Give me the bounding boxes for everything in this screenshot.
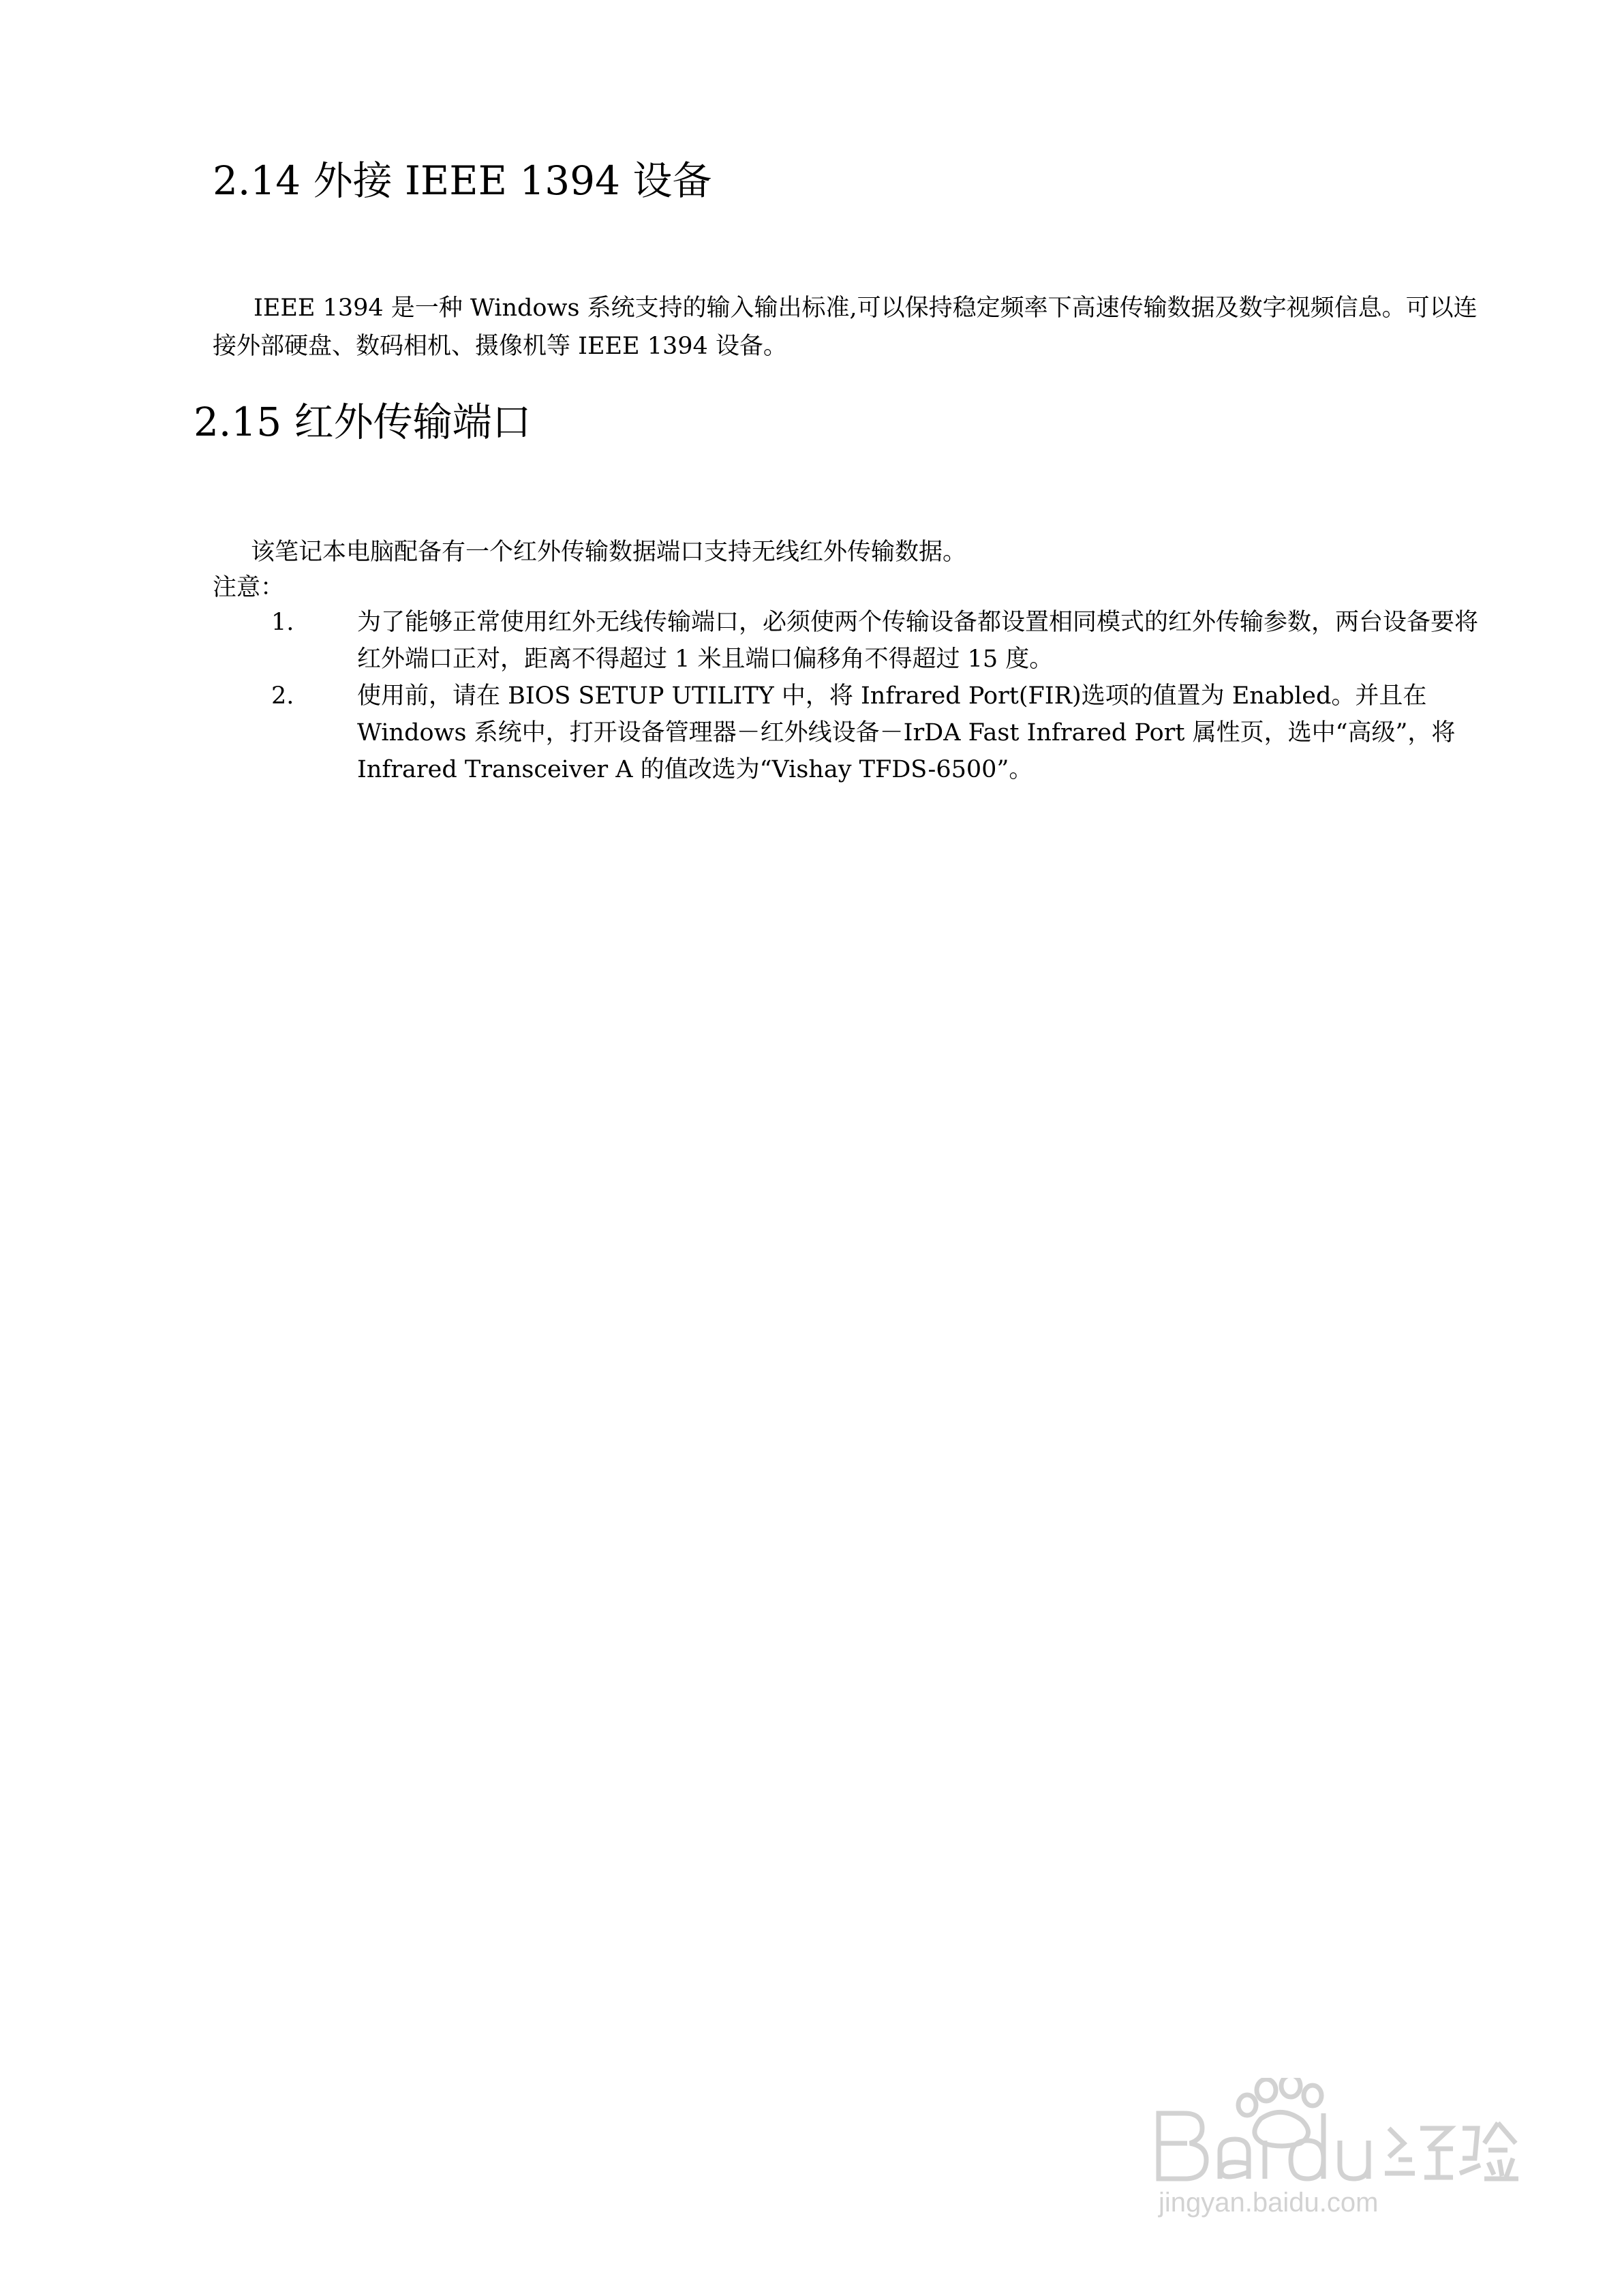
note-number: 2.: [271, 682, 294, 710]
note-item: [271, 678, 1484, 788]
section-heading-2-15: 2.15 红外传输端口: [194, 399, 532, 445]
note-number: 1.: [271, 609, 294, 636]
note-item: [271, 604, 1484, 678]
note-label: 注意：: [213, 574, 285, 601]
section-paragraph-2-15: 该笔记本电脑配备有一个红外传输数据端口支持无线红外传输数据。: [251, 539, 967, 566]
note-text: 使用前，请在 BIOS SETUP UTILITY 中，将 Infrared Port(FIR)选项的值置为 Enabled。并且在 Windows 系统中，打开设备管理器－红外线设备－IrDA Fast Infrared Port 属性页，选中“高级”，将 Infrared Transceiver A 的值改选为“Vishay TFDS-6500”。: [357, 682, 1456, 783]
section-heading-2-14: 2.14 外接 IEEE 1394 设备: [213, 157, 712, 204]
baidu-paw-logo-icon: [1145, 2078, 1527, 2221]
watermark-url: jingyan.baidu.com: [1159, 2188, 1379, 2218]
section-paragraph-2-14: IEEE 1394 是一种 Windows 系统支持的输入输出标准,可以保持稳定频率下高速传输数据及数字视频信息。可以连接外部硬盘、数码相机、摄像机等 IEEE 1394 设备。: [213, 294, 1478, 360]
baidu-jingyan-watermark: [1145, 2078, 1527, 2221]
note-text: 为了能够正常使用红外无线传输端口，必须使两个传输设备都设置相同模式的红外传输参数，两台设备要将红外端口正对，距离不得超过 1 米且端口偏移角不得超过 15 度。: [357, 609, 1479, 673]
